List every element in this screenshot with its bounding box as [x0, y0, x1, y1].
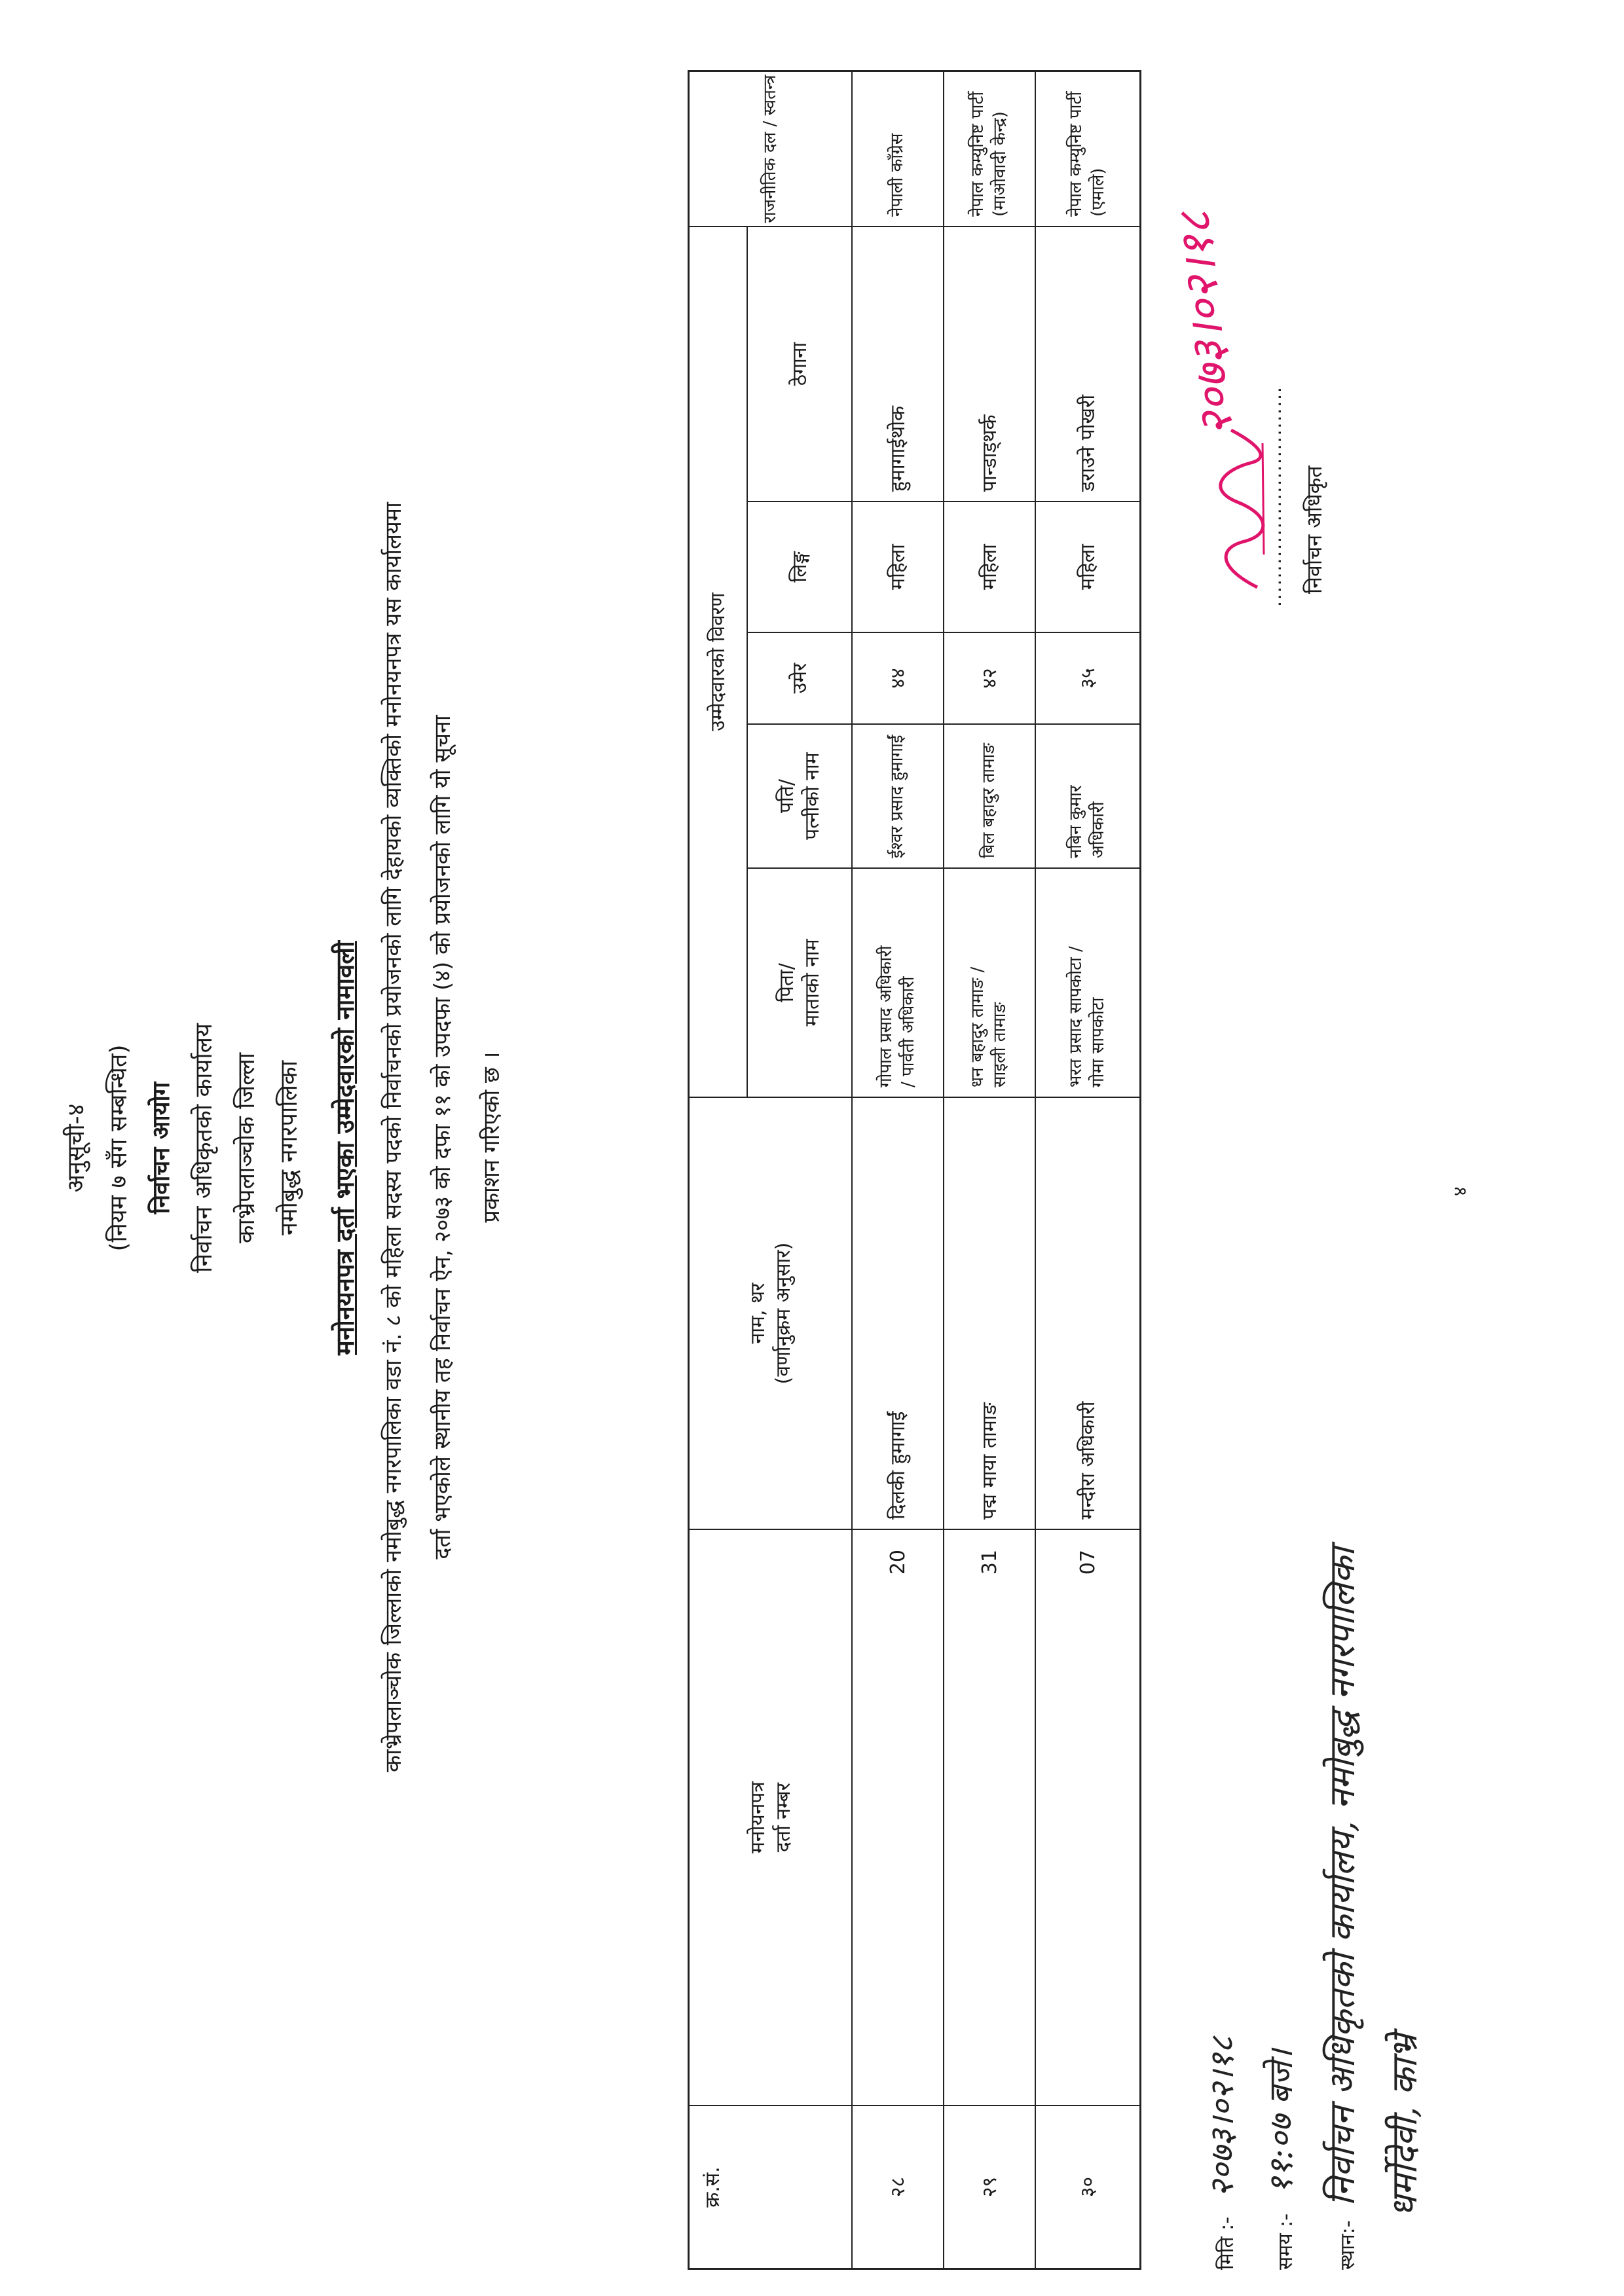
date-label: मिति :-: [1215, 2216, 1238, 2270]
header-gender: [748, 502, 851, 632]
header-reg-no-line-1: मनोयनपत्र: [746, 1781, 769, 1854]
row-2-address: [944, 227, 1035, 501]
date-row: [1198, 2036, 1243, 2270]
header-serial: [690, 2106, 851, 2268]
table-cell: पद्म माया तामाङ: [978, 1402, 1001, 1520]
header-parent-line-2: माताको नाम: [801, 939, 824, 1027]
header-spouse-line-1: पति/: [775, 778, 798, 814]
schedule-label: अनुसूची-४: [63, 1103, 90, 1193]
place-row: [1316, 1548, 1365, 2270]
row-3-parent: [1036, 869, 1139, 1097]
table-border-bottom: [1139, 70, 1141, 2270]
header-name-line-1: नाम, थर: [746, 1283, 769, 1344]
table-cell: भरत प्रसाद सापकोटा /: [1066, 946, 1086, 1087]
header-reg-no: [690, 1530, 851, 2105]
header-candidate-details-text: उम्मेदवारको विवरण: [707, 592, 729, 731]
municipality-name: नमोबुद्ध नगरपालिका: [276, 1060, 303, 1236]
row-2-reg-no: [944, 1530, 1035, 2105]
table-cell: नेपाल कम्युनिष्ट पार्टी (एमाले): [1066, 91, 1108, 217]
row-1-serial: [853, 2106, 943, 2268]
row-1-gender: [853, 502, 943, 632]
officer-title: निर्वाचन अधिकृत: [1302, 465, 1327, 594]
row-1-address: [853, 227, 943, 501]
table-cell: गोपाल प्रसाद अधिकारी: [876, 945, 896, 1087]
table-cell: नेपाली काँग्रेस: [887, 133, 908, 217]
table-cell: 20: [886, 1550, 910, 1575]
time-value: ११:०७ बजे।: [1262, 2049, 1300, 2195]
commission-name: निर्वाचन आयोग: [148, 1082, 175, 1214]
row-2-name: [944, 1098, 1035, 1529]
date-value: २०७३।०२।१८: [1203, 2036, 1241, 2198]
table-cell: ४४: [886, 668, 910, 689]
header-name: [690, 1098, 851, 1529]
table-cell: महिला: [886, 544, 910, 590]
place-value: निर्वाचन अधिकृतको कार्यालय, नमोबुद्ध नगरपालिका: [1321, 1547, 1363, 2206]
district-name: काभ्रेपलाञ्चोक जिल्ला: [233, 1052, 260, 1244]
table-cell: मन्दीरा अधिकारी: [1076, 1401, 1099, 1520]
row-2-age: [944, 633, 1035, 723]
notice-line-1: काभ्रेपलाञ्चोक जिल्लाको नमोबुद्ध नगरपालिका वडा नं. ८ को महिला सदस्य पदको निर्वाचनको प्रयोजनको लागि देहायको व्यक्तिको मनोनयनपत्र यस कार्यालयमा: [380, 502, 407, 1772]
page-number: ४: [1449, 1186, 1471, 1196]
table-cell: २८: [886, 2176, 910, 2198]
header-address-text: ठेगाना: [788, 342, 811, 386]
header-parent-line-1: पिता/: [775, 963, 798, 1002]
header-address: [748, 227, 851, 501]
place-label: स्थान:-: [1337, 2220, 1359, 2270]
row-1-name: [853, 1098, 943, 1529]
table-cell: महिला: [1076, 544, 1099, 590]
header-candidate-details: [690, 227, 747, 1097]
header-spouse-line-2: पत्नीको नाम: [801, 752, 824, 840]
table-cell: ईश्वर प्रसाद हुमागाईं: [887, 735, 908, 858]
header-parent: [748, 869, 851, 1097]
row-3-address: [1036, 227, 1139, 501]
table-cell: नेपाल कम्युनिष्ट पार्टी (माओवादी केन्द्र): [968, 91, 1010, 217]
officer-dotted-line: ...............................: [1264, 386, 1285, 607]
row-3-party: [1036, 72, 1139, 226]
table-cell: नबिन कुमार अधिकारी: [1066, 785, 1108, 858]
header-name-line-2: (वर्णानुक्रम अनुसार): [771, 1242, 795, 1385]
table-border-left: [688, 2268, 1141, 2270]
table-cell: 31: [978, 1550, 1001, 1575]
row-2-serial: [944, 2106, 1035, 2268]
table-cell: साइली तामाङ: [990, 1002, 1010, 1087]
time-label: समय :-: [1274, 2213, 1297, 2270]
row-1-age: [853, 633, 943, 723]
table-cell: डराउने पोखरी: [1076, 394, 1099, 492]
notice-line-2: दर्ता भएकोले स्थानीय तह निर्वाचन ऐन, २०७३ को दफा ११ को उपदफा (४) को प्रयोजनको लागि यो सूचना: [430, 715, 456, 1559]
table-cell: हुमागाईथोक: [886, 405, 910, 492]
signature-date-note: २०७३।०२।१८: [1167, 209, 1244, 439]
header-age: [748, 633, 851, 723]
header-party-text: राजनीतिक दल / स्वतन्त्र: [760, 75, 780, 223]
header-party: [690, 72, 851, 226]
header-age-text: उमेर: [788, 663, 811, 694]
table-cell: ४२: [978, 668, 1001, 689]
table-cell: महिला: [978, 544, 1001, 590]
row-3-spouse: [1036, 725, 1139, 867]
row-2-party: [944, 72, 1035, 226]
table-cell: ३५: [1076, 668, 1099, 689]
rule-reference: (नियम ७ सँग सम्बन्धित): [105, 1044, 132, 1252]
row-3-name: [1036, 1098, 1139, 1529]
table-cell: ३०: [1076, 2176, 1099, 2198]
table-cell: 07: [1076, 1550, 1099, 1575]
row-1-party: [853, 72, 943, 226]
row-1-reg-no: [853, 1530, 943, 2105]
table-cell: धन बहादुर तामाङ /: [968, 966, 988, 1087]
notice-line-3: प्रकाशन गरिएको छ ।: [479, 1051, 505, 1223]
row-2-spouse: [944, 725, 1035, 867]
row-1-spouse: [853, 725, 943, 867]
header-reg-no-line-2: दर्ता नम्बर: [771, 1782, 795, 1853]
header-serial-text: क्र.सं.: [701, 2166, 724, 2208]
row-1-parent: [853, 869, 943, 1097]
table-cell: पान्डाड्थर्क: [978, 414, 1001, 492]
place-value-line-2: धर्मोदेवी, काभ्रे: [1384, 2034, 1425, 2217]
table-cell: गोमा सापकोटा: [1088, 997, 1108, 1087]
table-cell: २९: [978, 2176, 1001, 2198]
row-3-age: [1036, 633, 1139, 723]
row-2-gender: [944, 502, 1035, 632]
table-cell: / पार्वती अधिकारी: [898, 976, 918, 1087]
row-2-parent: [944, 869, 1035, 1097]
page-title: मनोनयनपत्र दर्ता भएका उम्मेदवारको नामावली: [331, 941, 360, 1355]
office-name: निर्वाचन अधिकृतको कार्यालय: [191, 1023, 217, 1273]
row-3-reg-no: [1036, 1530, 1139, 2105]
row-3-gender: [1036, 502, 1139, 632]
row-3-serial: [1036, 2106, 1139, 2268]
table-cell: बिल बहादुर तामाङ: [979, 743, 999, 858]
table-cell: दिलकी हुमागाईं: [886, 1411, 910, 1520]
header-spouse: [748, 725, 851, 867]
time-row: [1257, 2049, 1302, 2270]
header-gender-text: लिङ्ग: [788, 551, 811, 583]
